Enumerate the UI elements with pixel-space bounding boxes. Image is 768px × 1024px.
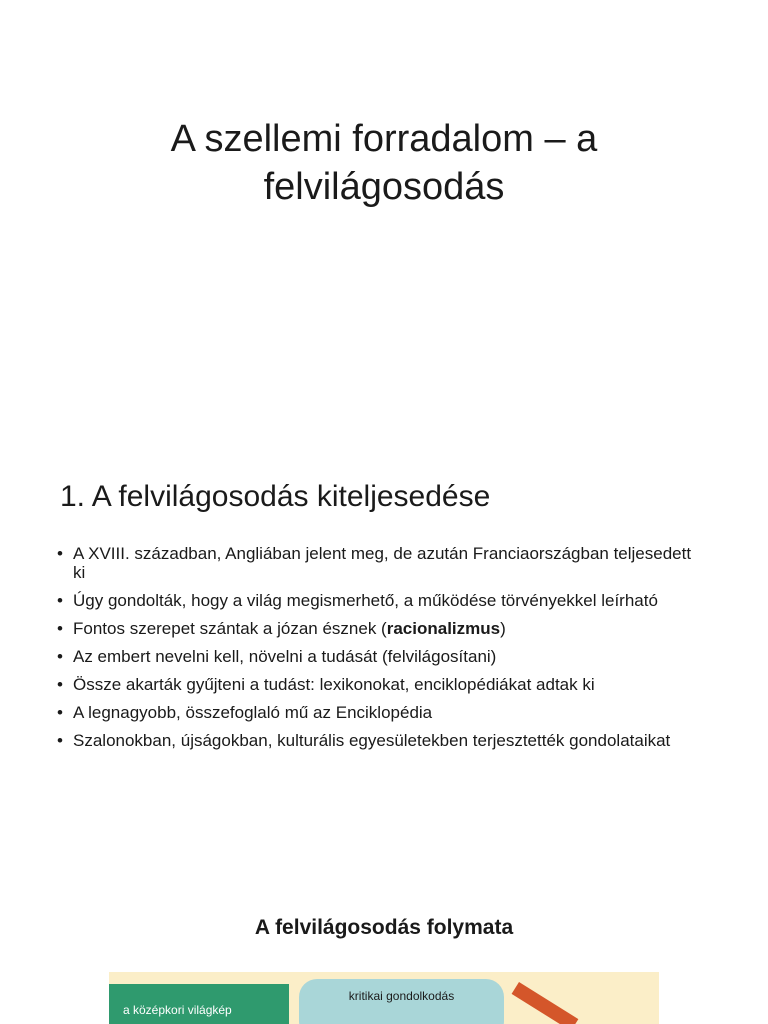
bullet-item: • A legnagyobb, összefoglaló mű az Enciklopédia [55, 703, 695, 722]
bold-term: racionalizmus [386, 619, 501, 638]
content-slide [0, 432, 768, 864]
bullet-item [55, 619, 695, 638]
slide-title: A szellemi forradalom – a felvilágosodás [170, 118, 598, 208]
slide-title: A felvilágosodás folymata [254, 916, 514, 939]
slide-heading: 1. A felvilágosodás kiteljesedése [60, 480, 491, 513]
bullet-item: • Úgy gondolták, hogy a világ megismerhető, a működése törvényekkel leírható [55, 591, 695, 610]
bullet-item: • Szalonokban, újságokban, kulturális egyesületekben terjesztették gondolataikat [55, 731, 695, 750]
arrow-head-icon [259, 984, 285, 1024]
title-slide [0, 0, 768, 432]
bullet-text: Fontos szerepet szántak a józan észnek ( [73, 619, 387, 638]
medieval-worldview-label: a középkori világkép [123, 1003, 232, 1017]
bullet-text: ) [500, 619, 506, 638]
bullet-item: • Az embert nevelni kell, növelni a tudását (felvilágosítani) [55, 647, 695, 666]
critical-thinking-label: kritikai gondolkodás [348, 989, 455, 1003]
bullet-item: • Össze akarták gyűjteni a tudást: lexikonokat, enciklopédiákat adtak ki [55, 675, 695, 694]
bullet-list [55, 544, 695, 759]
diagram-slide [0, 864, 768, 1024]
orange-arrow-shape [512, 982, 579, 1024]
bullet-item: • A XVIII. században, Angliában jelent meg, de azután Franciaországban teljesedett ki [55, 544, 695, 582]
process-diagram [109, 972, 659, 1024]
